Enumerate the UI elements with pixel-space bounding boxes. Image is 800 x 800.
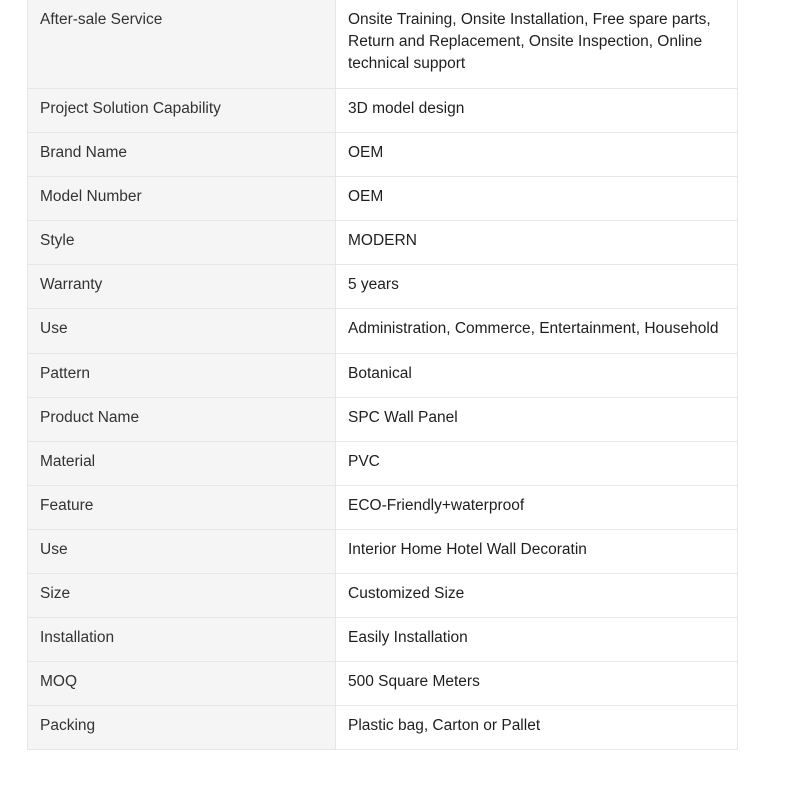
table-row bbox=[28, 486, 738, 530]
spec-label: Size bbox=[28, 574, 336, 618]
spec-value: ECO-Friendly+waterproof bbox=[336, 486, 738, 530]
table-row bbox=[28, 662, 738, 706]
spec-label: Warranty bbox=[28, 265, 336, 309]
spec-label: Pattern bbox=[28, 354, 336, 398]
spec-label: MOQ bbox=[28, 662, 336, 706]
table-row bbox=[28, 354, 738, 398]
spec-value: Easily Installation bbox=[336, 618, 738, 662]
table-row bbox=[28, 530, 738, 574]
spec-label: After-sale Service bbox=[28, 0, 336, 89]
spec-label: Installation bbox=[28, 618, 336, 662]
spec-label: Use bbox=[28, 309, 336, 354]
spec-label: Product Name bbox=[28, 398, 336, 442]
table-row bbox=[28, 398, 738, 442]
spec-value: Onsite Training, Onsite Installation, Free spare parts, Return and Replacement, Onsite Inspection, Online technical support bbox=[336, 0, 738, 89]
spec-label: Packing bbox=[28, 706, 336, 750]
table-row bbox=[28, 442, 738, 486]
spec-label: Style bbox=[28, 221, 336, 265]
spec-label: Feature bbox=[28, 486, 336, 530]
table-row bbox=[28, 133, 738, 177]
spec-label: Material bbox=[28, 442, 336, 486]
spec-value: MODERN bbox=[336, 221, 738, 265]
table-row bbox=[28, 618, 738, 662]
spec-label: Brand Name bbox=[28, 133, 336, 177]
table-row bbox=[28, 574, 738, 618]
table-row bbox=[28, 0, 738, 89]
spec-value: Interior Home Hotel Wall Decoratin bbox=[336, 530, 738, 574]
spec-label: Use bbox=[28, 530, 336, 574]
spec-value: Plastic bag, Carton or Pallet bbox=[336, 706, 738, 750]
spec-value: 3D model design bbox=[336, 89, 738, 133]
spec-value: OEM bbox=[336, 177, 738, 221]
spec-value: Administration, Commerce, Entertainment, Household bbox=[336, 309, 738, 354]
table-row bbox=[28, 177, 738, 221]
spec-label: Model Number bbox=[28, 177, 336, 221]
spec-value: Botanical bbox=[336, 354, 738, 398]
product-spec-table bbox=[27, 0, 738, 750]
table-row bbox=[28, 89, 738, 133]
spec-value: 5 years bbox=[336, 265, 738, 309]
table-row bbox=[28, 706, 738, 750]
spec-value: PVC bbox=[336, 442, 738, 486]
table-row bbox=[28, 221, 738, 265]
table-row bbox=[28, 265, 738, 309]
spec-label: Project Solution Capability bbox=[28, 89, 336, 133]
spec-value: OEM bbox=[336, 133, 738, 177]
spec-value: 500 Square Meters bbox=[336, 662, 738, 706]
spec-value: SPC Wall Panel bbox=[336, 398, 738, 442]
table-row bbox=[28, 309, 738, 354]
spec-value: Customized Size bbox=[336, 574, 738, 618]
